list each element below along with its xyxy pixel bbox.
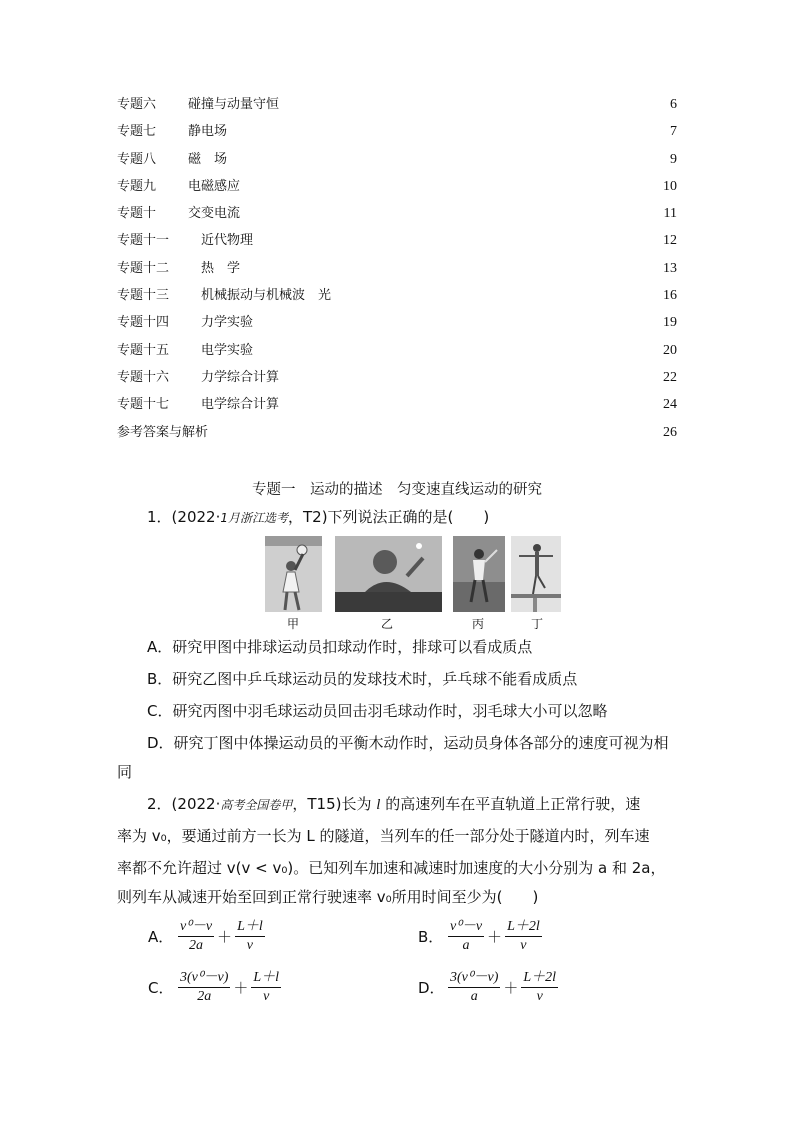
figure-balance-beam-image [511, 536, 561, 612]
q1-option-b: B．研究乙图中乒乓球运动员的发球技术时，乒乓球不能看成质点 [147, 670, 578, 688]
toc-row[interactable] [117, 312, 677, 339]
toc-title: 静电场 [188, 124, 228, 140]
figure-table-tennis-image [335, 536, 442, 612]
toc-page-number: 13 [663, 260, 677, 276]
toc-page-number: 6 [670, 97, 677, 112]
toc-title: 碰撞与动量守恒 [188, 97, 280, 112]
toc-title: 交变电流 [188, 206, 241, 222]
q2-option-b: B． $\frac{\text{v⁰－v}}{a}$ ＋ $\frac{L+2l}{v}$ [418, 919, 540, 953]
toc-label: 专题六 [117, 97, 157, 112]
toc-page-number: 11 [663, 206, 677, 222]
toc-label: 参考答案与解析 [117, 424, 209, 440]
q2-option-a: A． $\frac{\text{v⁰－v}}{2a}$ ＋ $\frac{L+l}{v}$ [148, 919, 263, 953]
toc-title: 近代物理 [201, 233, 254, 249]
question-2-line-2: 率为 v₀，要通过前方一长为 L 的隧道，当列车的任一部分处于隧道内时，列车速 [117, 827, 650, 845]
toc-label: 专题十一 [117, 233, 170, 249]
toc-title: 电学实验 [201, 342, 254, 358]
toc-page-number: 22 [663, 369, 677, 385]
toc-title: 磁 场 [188, 151, 228, 167]
question-2-line-3: 率都不允许超过 v(v < v₀)。已知列车加速和减速时加速度的大小分别为 a 和 2a， [117, 859, 666, 877]
caption-jia: 甲 [287, 617, 300, 631]
toc-row[interactable] [117, 394, 677, 421]
toc-row[interactable] [117, 367, 677, 394]
toc-row[interactable] [117, 422, 677, 449]
toc-label: 专题十 [117, 206, 157, 222]
toc-label: 专题十四 [117, 315, 170, 331]
caption-yi: 乙 [381, 617, 394, 631]
toc-label: 专题十五 [117, 342, 170, 358]
toc-label: 专题九 [117, 178, 157, 194]
toc-page-number: 7 [670, 124, 677, 140]
toc-page-number: 12 [663, 233, 677, 249]
q1-option-d: D．研究丁图中体操运动员的平衡木动作时，运动员身体各部分的速度可视为相同 [117, 734, 669, 781]
q1-option-a: A．研究甲图中排球运动员扣球动作时，排球可以看成质点 [147, 638, 533, 656]
figure-badminton-image [453, 536, 505, 612]
question-1-stem: 1．(2022·1月浙江选考，T2)下列说法正确的是( ) [147, 508, 490, 526]
question-2-stem: 2．(2022·高考全国卷甲，T15)长为 l 的高速列车在平直轨道上正常行驶，速 [147, 795, 641, 813]
toc-page-number: 20 [663, 342, 677, 358]
toc-row[interactable] [117, 176, 677, 203]
toc-label: 专题十二 [117, 260, 170, 276]
caption-bing: 丙 [472, 617, 485, 631]
toc-row[interactable] [117, 230, 677, 257]
toc-title: 机械振动与机械波 光 [201, 288, 332, 304]
toc-row[interactable] [117, 94, 677, 121]
toc-title: 电学综合计算 [201, 397, 280, 413]
section-title: 专题一 运动的描述 匀变速直线运动的研究 [252, 482, 542, 498]
toc-page-number: 16 [663, 288, 677, 304]
figure-volleyball-image [265, 536, 322, 612]
toc-title: 力学实验 [201, 315, 254, 331]
toc-label: 专题七 [117, 124, 157, 140]
question-1-figures [265, 536, 565, 631]
toc-label: 专题十六 [117, 369, 170, 385]
toc-page-number: 24 [663, 397, 677, 413]
toc-page-number: 9 [670, 151, 677, 167]
question-2-line-4: 则列车从减速开始至回到正常行驶速率 v₀所用时间至少为( ) [117, 888, 539, 906]
toc-row[interactable] [117, 340, 677, 367]
toc-row[interactable] [117, 258, 677, 285]
toc-page-number: 19 [663, 315, 677, 331]
toc-title: 热 学 [201, 260, 241, 276]
toc-row[interactable] [117, 203, 677, 230]
toc-row[interactable] [117, 121, 677, 148]
q2-option-c: C． $\frac{\text{3(v⁰－v)}}{2a}$ ＋ $\frac{L+l}{v}$ [148, 970, 280, 1004]
q1-option-c: C．研究丙图中羽毛球运动员回击羽毛球动作时，羽毛球大小可以忽略 [147, 702, 608, 720]
q2-option-d: D． $\frac{\text{3(v⁰－v)}}{a}$ ＋ $\frac{L+2l}{v}$ [418, 970, 557, 1004]
table-of-contents [117, 94, 677, 449]
toc-page-number: 10 [663, 178, 677, 194]
toc-label: 专题八 [117, 151, 157, 167]
toc-page-number: 26 [663, 424, 677, 440]
toc-row[interactable] [117, 285, 677, 312]
caption-ding: 丁 [531, 617, 544, 631]
toc-title: 力学综合计算 [201, 369, 280, 385]
toc-label: 专题十三 [117, 288, 170, 304]
toc-label: 专题十七 [117, 397, 170, 413]
toc-title: 电磁感应 [188, 178, 241, 194]
toc-row[interactable] [117, 149, 677, 176]
